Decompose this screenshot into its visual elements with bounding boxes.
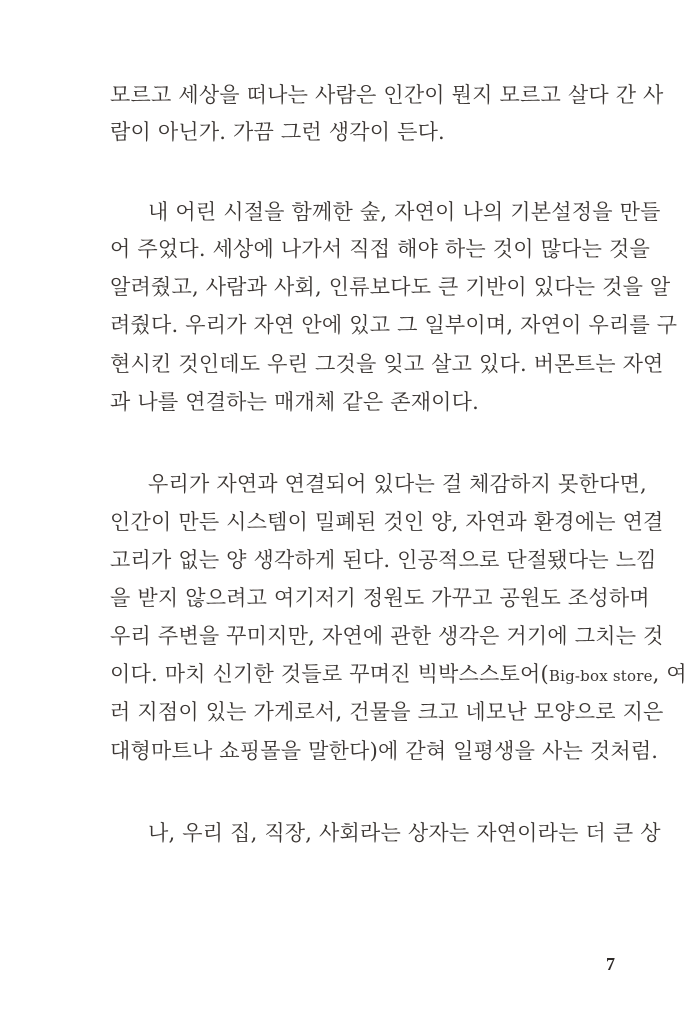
text-line: 을 받지 않으려고 여기저기 정원도 가꾸고 공원도 조성하며	[110, 586, 650, 610]
text-line: 어 주었다. 세상에 나가서 직접 해야 하는 것이 많다는 것을	[110, 237, 650, 261]
text-line: 현시킨 것인데도 우린 그것을 잊고 살고 있다. 버몬트는 자연	[110, 352, 664, 376]
text-line: 우리 주변을 꾸미지만, 자연에 관한 생각은 거기에 그치는 것	[110, 624, 664, 648]
page-number: 7	[606, 954, 615, 974]
english-term: Big-box store	[548, 667, 653, 685]
text-line: 모르고 세상을 떠나는 사람은 인간이 뭔지 모르고 살다 간 사	[110, 83, 664, 107]
text-line: 인간이 만든 시스템이 밀폐된 것인 양, 자연과 환경에는 연결	[110, 510, 664, 534]
text-line: 알려줬고, 사람과 사회, 인류보다도 큰 기반이 있다는 것을 알	[110, 275, 671, 299]
text-line: 람이 아닌가. 가끔 그런 생각이 든다.	[110, 120, 445, 144]
text-line: 러 지점이 있는 가게로서, 건물을 크고 네모난 모양으로 지은	[110, 700, 664, 724]
text-line: 대형마트나 쇼핑몰을 말한다)에 갇혀 일평생을 사는 것처럼.	[110, 739, 659, 763]
text-line: 우리가 자연과 연결되어 있다는 걸 체감하지 못한다면,	[148, 472, 647, 496]
text-fragment: , 여	[652, 662, 687, 686]
text-line: 고리가 없는 양 생각하게 된다. 인공적으로 단절됐다는 느낌	[110, 548, 657, 572]
text-line	[110, 659, 687, 689]
text-fragment: 이다. 마치 신기한 것들로 꾸며진 빅박스스토어(	[110, 662, 549, 686]
text-line: 내 어린 시절을 함께한 숲, 자연이 나의 기본설정을 만들	[148, 200, 661, 224]
text-line: 나, 우리 집, 직장, 사회라는 상자는 자연이라는 더 큰 상	[148, 821, 661, 845]
text-line: 려줬다. 우리가 자연 안에 있고 그 일부이며, 자연이 우리를 구	[110, 313, 678, 337]
text-line: 과 나를 연결하는 매개체 같은 존재이다.	[110, 390, 480, 414]
